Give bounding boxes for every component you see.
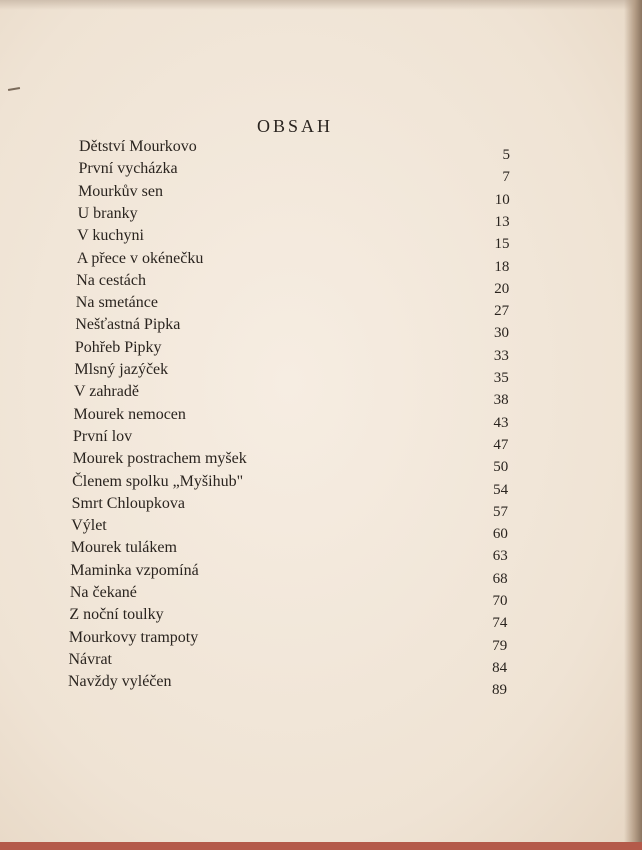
- toc-entry-title: Na smetánce: [75, 294, 158, 312]
- toc-entry-page: 63: [492, 548, 508, 565]
- toc-entry-page: 15: [494, 236, 510, 253]
- toc-entry-page: 54: [493, 481, 509, 498]
- toc-entry-page: 50: [493, 459, 509, 476]
- toc-entry-title: Mourek tulákem: [70, 539, 177, 557]
- toc-entry-page: 7: [502, 169, 510, 186]
- toc-entry-title: A přece v okénečku: [76, 249, 204, 267]
- toc-entry-title: Dětství Mourkovo: [79, 138, 197, 155]
- page-top-edge: [0, 0, 642, 10]
- toc-entry-page: 70: [492, 593, 508, 609]
- toc-entry-page: 30: [494, 325, 509, 342]
- toc-entry-title: První lov: [73, 427, 133, 445]
- toc-entry-page: 47: [493, 436, 509, 453]
- toc-entry-title: Z noční toulky: [69, 606, 164, 624]
- page-bottom-edge: [0, 842, 642, 850]
- toc-entry-page: 89: [492, 682, 507, 699]
- toc-entry-page: 35: [493, 370, 509, 386]
- toc-entry-title: Návrat: [68, 650, 112, 668]
- toc-entry-title: Mourek nemocen: [73, 405, 186, 423]
- toc-entry-title: V zahradě: [73, 383, 139, 401]
- toc-entry-title: Výlet: [71, 517, 107, 535]
- toc-entry-title: Maminka vzpomíná: [70, 561, 199, 579]
- margin-mark: [8, 87, 20, 91]
- toc-entry-title: Mourkovy trampoty: [68, 628, 199, 646]
- toc-entry-title: Členem spolku „Myšihub": [72, 472, 244, 490]
- toc-entry-page: 38: [493, 392, 509, 409]
- toc-entry-page: 27: [494, 303, 510, 320]
- toc-entry-page: 13: [494, 213, 510, 230]
- toc-entry-title: Na čekané: [69, 584, 137, 601]
- toc-entry-page: 20: [494, 280, 510, 297]
- page-title: OBSAH: [256, 116, 333, 136]
- toc-entry-title: Mourkův sen: [78, 182, 163, 200]
- toc-entry-title: První vycházka: [78, 160, 178, 178]
- toc-entry-page: 84: [492, 659, 508, 676]
- toc-entry-title: Smrt Chloupkova: [71, 494, 185, 512]
- toc-entry-title: V kuchyni: [77, 227, 144, 245]
- toc-entry-title: Na cestách: [76, 271, 146, 289]
- toc-entry-title: Navždy vyléčen: [68, 673, 172, 691]
- page-right-edge: [624, 0, 642, 850]
- toc-entry-title: Nešťastná Pipka: [75, 316, 181, 334]
- toc-entry-page: 60: [492, 526, 508, 543]
- toc-entry-title: U branky: [77, 204, 138, 222]
- toc-entry-page: 43: [493, 414, 509, 431]
- toc-entry-page: 57: [493, 503, 508, 520]
- toc-entry-page: 68: [492, 570, 508, 587]
- toc-entry-title: Mlsný jazýček: [74, 361, 169, 378]
- toc-entry-page: 10: [494, 191, 510, 208]
- toc-entry-page: 74: [492, 615, 508, 632]
- toc-entry-page: 79: [492, 637, 508, 654]
- toc-entry-page: 33: [493, 347, 509, 364]
- toc-entry-page: 18: [494, 258, 510, 275]
- toc-entry-title: Pohřeb Pipky: [74, 338, 162, 356]
- toc-entry-title: Mourek postrachem myšek: [72, 450, 247, 468]
- toc-entry-page: 5: [502, 147, 510, 163]
